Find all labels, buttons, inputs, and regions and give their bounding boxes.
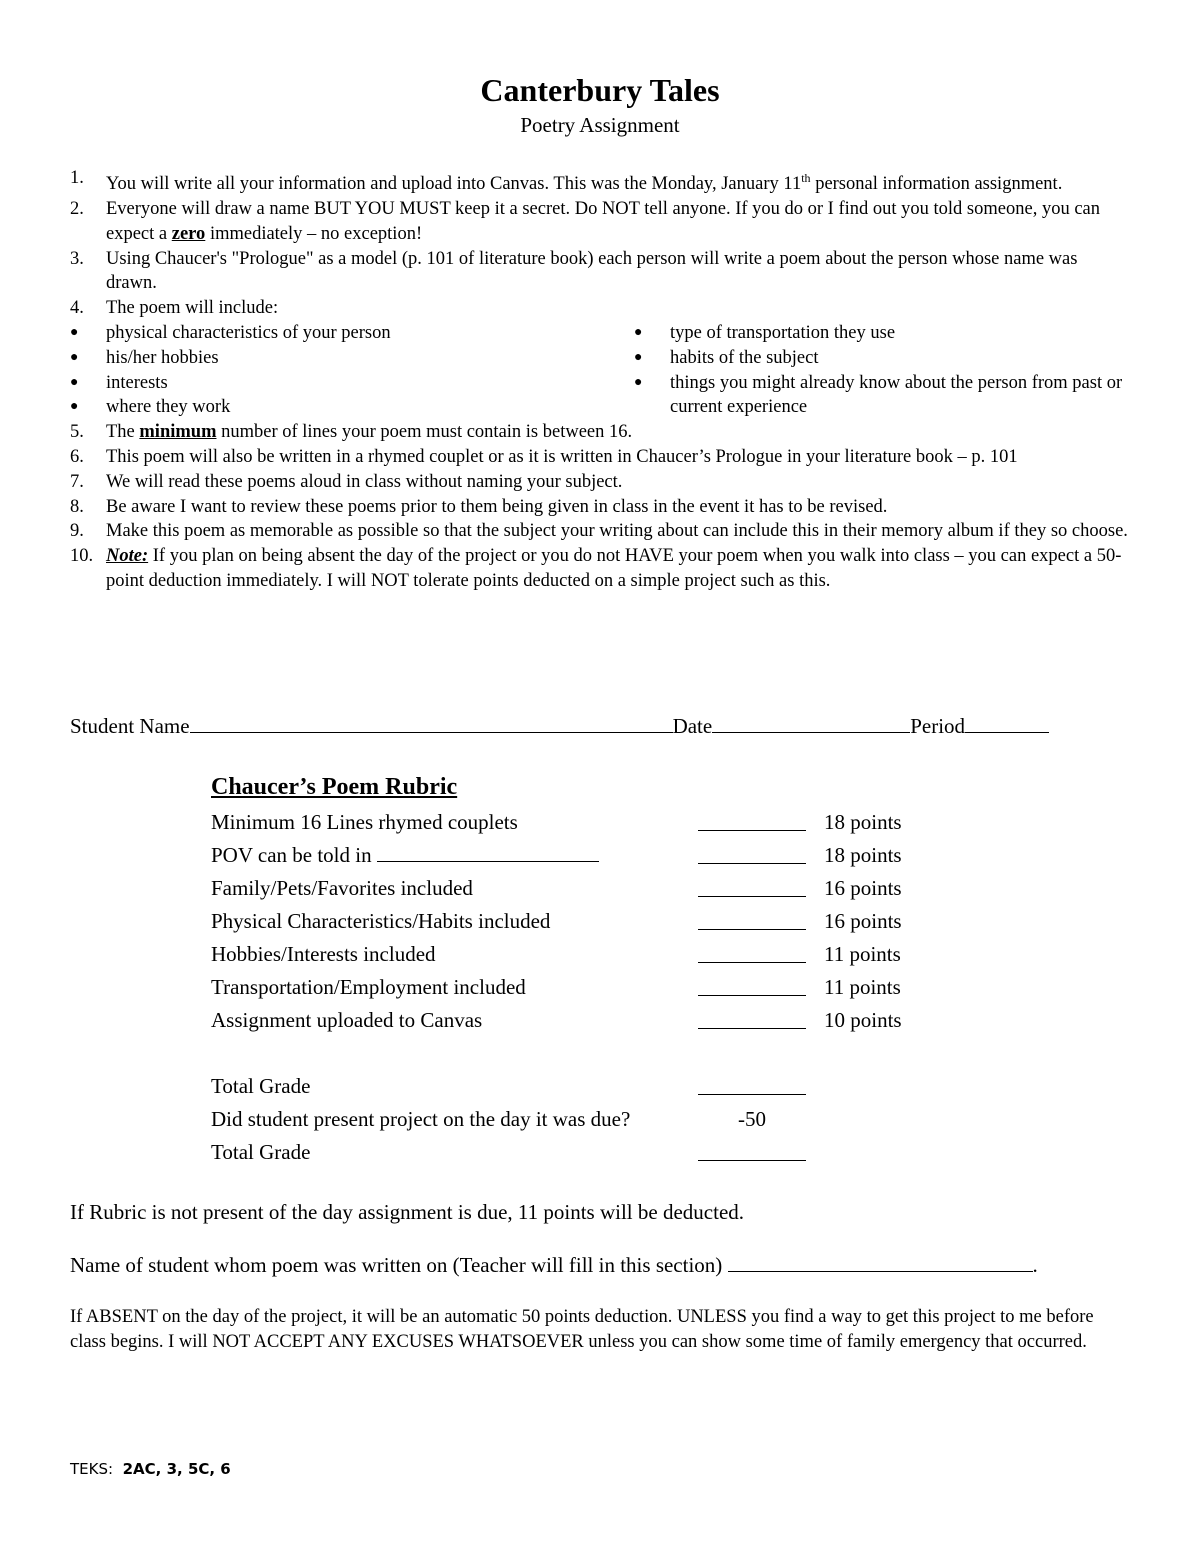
bullet-item: ● things you might already know about the person from past or current experience xyxy=(634,371,1130,421)
pov-field[interactable] xyxy=(377,843,599,862)
score-field[interactable] xyxy=(698,863,806,864)
student-name-label: Student Name xyxy=(70,714,190,738)
list-item: 9. Make this poem as memorable as possible so that the subject your writing about can include this in their memory album if they so choose. xyxy=(70,521,1128,542)
period-label: Period xyxy=(910,714,966,738)
bullet-item: ● habits of the subject xyxy=(634,346,1130,371)
date-label: Date xyxy=(672,714,713,738)
score-field[interactable] xyxy=(698,995,806,996)
list-item: 7. We will read these poems aloud in class without naming your subject. xyxy=(70,471,623,492)
rubric xyxy=(211,774,971,1173)
bullet-columns xyxy=(70,321,1130,420)
rubric-title: Chaucer’s Poem Rubric xyxy=(211,774,458,800)
total-grade-field[interactable] xyxy=(698,1094,806,1095)
rubric-row: POV can be told in 18 points xyxy=(211,843,902,867)
instructions-list xyxy=(70,166,1130,594)
rubric-row: Minimum 16 Lines rhymed couplets 18 points xyxy=(211,810,902,834)
score-field[interactable] xyxy=(698,830,806,831)
list-item: 8. Be aware I want to review these poems prior to them being given in class in the event it has to be revised. xyxy=(70,496,888,517)
bullet-icon: ● xyxy=(70,324,79,340)
list-item: 3. Using Chaucer's "Prologue" as a model (p. 101 of literature book) each person will write a poem about the person whose name was drawn. xyxy=(70,248,1078,294)
bullet-icon: ● xyxy=(70,399,79,415)
rubric-row: Transportation/Employment included 11 points xyxy=(211,975,901,999)
score-field[interactable] xyxy=(698,1028,806,1029)
teks-line: TEKS: 2AC, 3, 5C, 6 xyxy=(70,1460,231,1478)
rubric-row: Hobbies/Interests included 11 points xyxy=(211,942,901,966)
final-grade-field[interactable] xyxy=(698,1160,806,1161)
score-field[interactable] xyxy=(698,929,806,930)
rubric-row: Family/Pets/Favorites included 16 points xyxy=(211,876,902,900)
bullet-item: ● where they work xyxy=(70,395,634,420)
absent-policy: If ABSENT on the day of the project, it will be an automatic 50 points deduction. UNLESS you find a way to get this project to me before class begins. I will NOT ACCEPT ANY EXCUSES WHATSOEVER unless you can show some time of family emergency that occurred. xyxy=(70,1307,1094,1352)
bullet-item: ● type of transportation they use xyxy=(634,321,1130,346)
rubric-row: Assignment uploaded to Canvas 10 points xyxy=(211,1008,902,1032)
page-subtitle: Poetry Assignment xyxy=(520,113,680,137)
list-item: 6. This poem will also be written in a rhymed couplet or as it is written in Chaucer’s Prologue in your literature book – p. 101 xyxy=(70,446,1018,467)
score-field[interactable] xyxy=(698,896,806,897)
score-field[interactable] xyxy=(698,962,806,963)
bullet-icon: ● xyxy=(634,324,643,340)
bullet-icon: ● xyxy=(634,349,643,365)
date-field[interactable] xyxy=(712,714,910,733)
bullet-item: ● physical characteristics of your person xyxy=(70,321,634,346)
rubric-missing-note: If Rubric is not present of the day assignment is due, 11 points will be deducted. xyxy=(70,1200,745,1224)
list-item: 5. The minimum number of lines your poem must contain is between 16. xyxy=(70,422,633,443)
student-info-row xyxy=(70,714,1049,739)
list-item: 1. You will write all your information and upload into Canvas. This was the Monday, January 11th personal information assignment. xyxy=(70,168,1063,195)
bullet-icon: ● xyxy=(70,349,79,365)
bullet-icon: ● xyxy=(70,374,79,390)
teacher-fill-row: Name of student whom poem was written on (Teacher will fill in this section) . xyxy=(70,1253,1038,1277)
student-name-field[interactable] xyxy=(190,714,673,733)
bullet-item: ● interests xyxy=(70,371,634,396)
present-row: Did student present project on the day it was due? -50 xyxy=(211,1107,971,1140)
total-grade-row: Total Grade xyxy=(211,1074,971,1107)
list-item: 4. The poem will include: xyxy=(70,298,279,319)
bullet-item: ● his/her hobbies xyxy=(70,346,634,371)
list-item: 10. Note: If you plan on being absent the day of the project or you do not HAVE your poem when you walk into class – you can expect a 50-point deduction immediately. I will NOT tolerate points deducted on a simple project such as this. xyxy=(70,546,1122,591)
period-field[interactable] xyxy=(965,714,1049,733)
bullet-icon: ● xyxy=(634,374,643,390)
list-item: 2. Everyone will draw a name BUT YOU MUST keep it a secret. Do NOT tell anyone. If you do or I find out you told someone, you can expect a zero immediately – no exception! xyxy=(70,198,1100,244)
present-deduction: -50 xyxy=(738,1107,766,1131)
rubric-row: Physical Characteristics/Habits included 16 points xyxy=(211,909,902,933)
final-grade-row: Total Grade xyxy=(211,1140,971,1173)
subject-name-field[interactable] xyxy=(728,1253,1033,1272)
page-title: Canterbury Tales xyxy=(480,72,720,108)
